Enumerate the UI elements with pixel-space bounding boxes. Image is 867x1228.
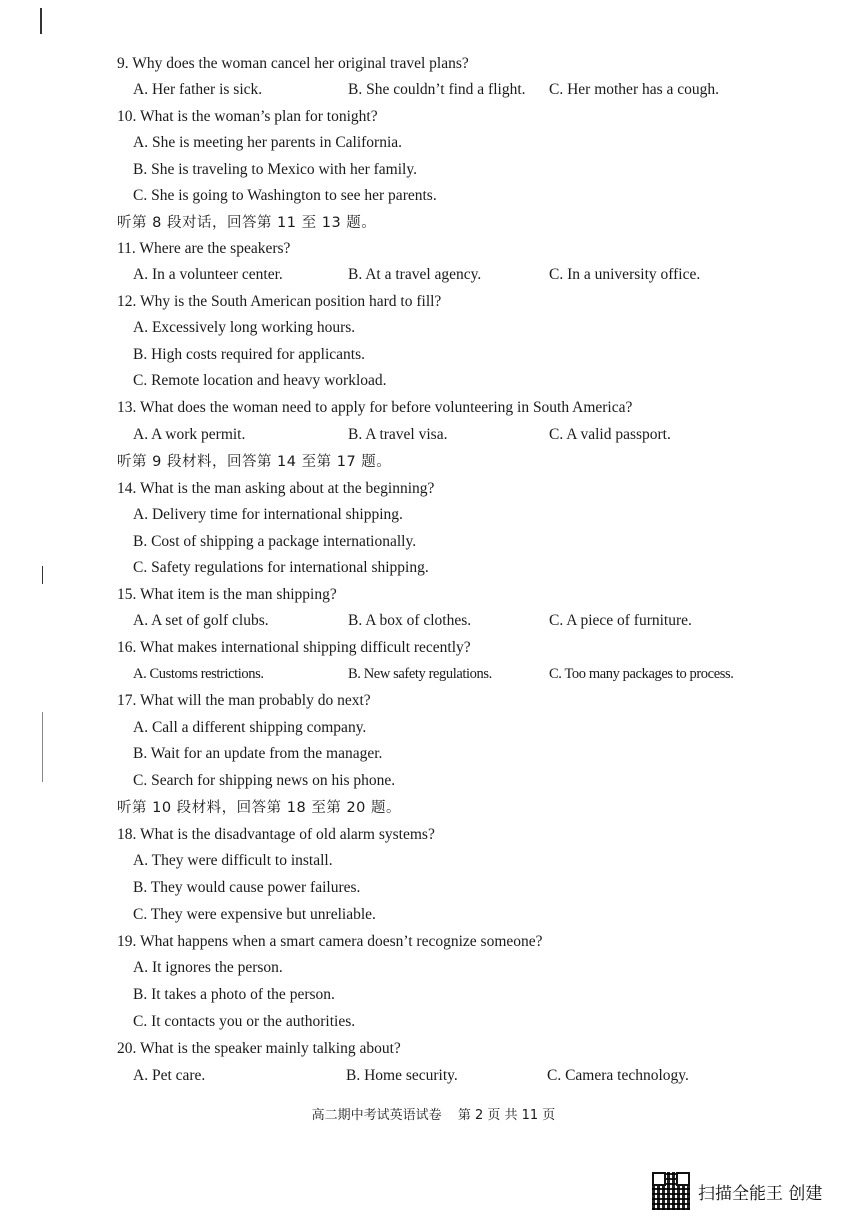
option-b: B. Home security. (346, 1067, 458, 1084)
scan-mark (42, 566, 43, 584)
question-18: 18. What is the disadvantage of old alarm systems? (117, 826, 435, 843)
qr-code-icon (652, 1172, 690, 1210)
option-a: A. In a volunteer center. (133, 266, 283, 283)
question-12: 12. Why is the South American position hard to fill? (117, 293, 442, 310)
option-c: C. She is going to Washington to see her parents. (133, 187, 437, 204)
question-14: 14. What is the man asking about at the beginning? (117, 480, 435, 497)
option-c: C. Safety regulations for international shipping. (133, 559, 429, 576)
question-9: 9. Why does the woman cancel her original travel plans? (117, 55, 469, 72)
question-10: 10. What is the woman’s plan for tonight? (117, 108, 378, 125)
option-c: C. Too many packages to process. (549, 666, 734, 682)
scanner-watermark (652, 1172, 822, 1210)
exam-title: 高二期中考试英语试卷 (311, 1108, 442, 1123)
option-a: A. Customs restrictions. (133, 666, 264, 682)
question-13: 13. What does the woman need to apply for before volunteering in South America? (117, 399, 633, 416)
option-b: B. She couldn’t find a flight. (348, 81, 526, 98)
question-15-options (0, 611, 867, 631)
option-c: C. A piece of furniture. (549, 612, 692, 629)
option-b: B. Cost of shipping a package internationally. (133, 533, 417, 550)
option-b: B. It takes a photo of the person. (133, 986, 335, 1003)
option-a: A. Her father is sick. (133, 81, 263, 98)
question-16: 16. What makes international shipping difficult recently? (117, 639, 471, 656)
option-a: A. It ignores the person. (133, 959, 283, 976)
option-b: B. She is traveling to Mexico with her family. (133, 161, 417, 178)
question-19: 19. What happens when a smart camera doesn’t recognize someone? (117, 933, 543, 950)
option-c: C. Remote location and heavy workload. (133, 372, 387, 389)
option-c: C. In a university office. (549, 266, 701, 283)
scan-mark (42, 712, 43, 782)
question-17: 17. What will the man probably do next? (117, 692, 371, 709)
section-heading-8: 听第 8 段对话，回答第 11 至 13 题。 (117, 215, 377, 231)
option-a: A. A set of golf clubs. (133, 612, 269, 629)
option-c: C. They were expensive but unreliable. (133, 906, 376, 923)
option-a: A. A work permit. (133, 426, 246, 443)
option-b: B. A travel visa. (348, 426, 448, 443)
option-b: B. They would cause power failures. (133, 879, 361, 896)
option-a: A. Call a different shipping company. (133, 719, 367, 736)
option-b: B. New safety regulations. (348, 666, 492, 682)
question-20: 20. What is the speaker mainly talking about? (117, 1040, 401, 1057)
scanner-label: 扫描全能王 创建 (698, 1183, 823, 1204)
option-b: B. A box of clothes. (348, 612, 472, 629)
page-number: 第 2 页 共 11 页 (457, 1108, 556, 1123)
question-9-options (0, 80, 867, 100)
question-20-options (0, 1066, 867, 1086)
option-c: C. A valid passport. (549, 426, 671, 443)
option-a: A. Pet care. (133, 1067, 206, 1084)
option-c: C. Her mother has a cough. (549, 81, 720, 98)
option-c: C. It contacts you or the authorities. (133, 1013, 356, 1030)
option-a: A. They were difficult to install. (133, 852, 333, 869)
option-c: C. Search for shipping news on his phone. (133, 772, 396, 789)
option-b: B. At a travel agency. (348, 266, 482, 283)
section-heading-10: 听第 10 段材料，回答第 18 至第 20 题。 (117, 800, 402, 816)
question-13-options (0, 425, 867, 445)
page-footer (0, 1104, 867, 1123)
option-a: A. Delivery time for international shipping. (133, 506, 403, 523)
question-11: 11. Where are the speakers? (117, 240, 291, 257)
question-15: 15. What item is the man shipping? (117, 586, 337, 603)
option-b: B. High costs required for applicants. (133, 346, 366, 363)
option-b: B. Wait for an update from the manager. (133, 745, 383, 762)
question-11-options (0, 265, 867, 285)
option-a: A. She is meeting her parents in California. (133, 134, 403, 151)
scan-mark (40, 8, 42, 34)
question-16-options (0, 664, 867, 684)
section-heading-9: 听第 9 段材料，回答第 14 至第 17 题。 (117, 454, 392, 470)
option-a: A. Excessively long working hours. (133, 319, 356, 336)
option-c: C. Camera technology. (547, 1067, 689, 1084)
